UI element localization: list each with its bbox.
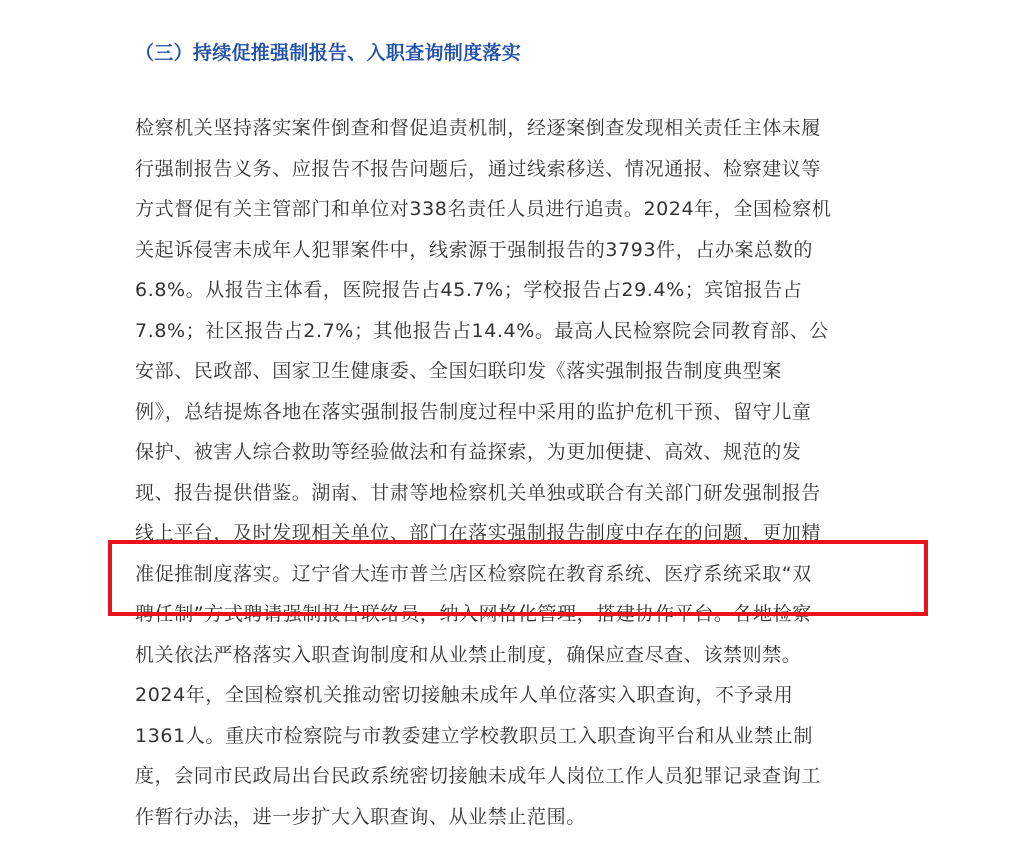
paragraph-line: 现、报告提供借鉴。湖南、甘肃等地检察机关单独或联合有关部门研发强制报告 bbox=[135, 481, 822, 504]
paragraph-line: 安部、民政部、国家卫生健康委、全国妇联印发《落实强制报告制度典型案 bbox=[135, 360, 782, 382]
paragraph-line: 保护、被害人综合救助等经验做法和有益探索，为更加便捷、高效、规范的发 bbox=[135, 441, 802, 463]
paragraph-line: 7.8%；社区报告占2.7%；其他报告占14.4%。最高人民检察院会同教育部、公 bbox=[135, 319, 829, 342]
paragraph-line: 线上平台，及时发现相关单位、部门在落实强制报告制度中存在的问题，更加精 bbox=[135, 522, 822, 544]
paragraph-line: 作暂行办法，进一步扩大入职查询、从业禁止范围。 bbox=[135, 805, 586, 828]
paragraph-line: 检察机关坚持落实案件倒查和督促追责机制，经逐案倒查发现相关责任主体未履 bbox=[135, 117, 822, 139]
paragraph-line: 准促推制度落实。辽宁省大连市普兰店区检察院在教育系统、医疗系统采取“双 bbox=[135, 562, 812, 585]
paragraph-line: 聘任制”方式聘请强制报告联络员，纳入网格化管理，搭建协作平台。各地检察 bbox=[135, 603, 812, 625]
paragraph-line: 方式督促有关主管部门和单位对338名责任人员进行追责。2024年，全国检察机 bbox=[135, 198, 832, 220]
highlight-box bbox=[108, 540, 928, 616]
paragraph-line: 1361人。重庆市检察院与市教委建立学校教职员工入职查询平台和从业禁止制 bbox=[135, 724, 813, 747]
paragraph-line: 2024年，全国检察机关推动密切接触未成年人单位落实入职查询，不予录用 bbox=[135, 684, 794, 706]
paragraph-line: 机关依法严格落实入职查询制度和从业禁止制度，确保应查尽查、该禁则禁。 bbox=[135, 643, 802, 666]
paragraph-line: 6.8%。从报告主体看，医院报告占45.7%；学校报告占29.4%；宾馆报告占 bbox=[135, 279, 803, 301]
paragraph-line: 度，会同市民政局出台民政系统密切接触未成年人岗位工作人员犯罪记录查询工 bbox=[135, 765, 822, 787]
paragraph-line: 行强制报告义务、应报告不报告问题后，通过线索移送、情况通报、检察建议等 bbox=[135, 157, 822, 180]
paragraph-line: 关起诉侵害未成年人犯罪案件中，线索源于强制报告的3793件，占办案总数的 bbox=[135, 238, 813, 261]
body-paragraph bbox=[135, 108, 895, 837]
section-heading: （三）持续促推强制报告、入职查询制度落实 bbox=[135, 42, 522, 64]
paragraph-line: 例》，总结提炼各地在落实强制报告制度过程中采用的监护危机干预、留守儿童 bbox=[135, 400, 812, 423]
